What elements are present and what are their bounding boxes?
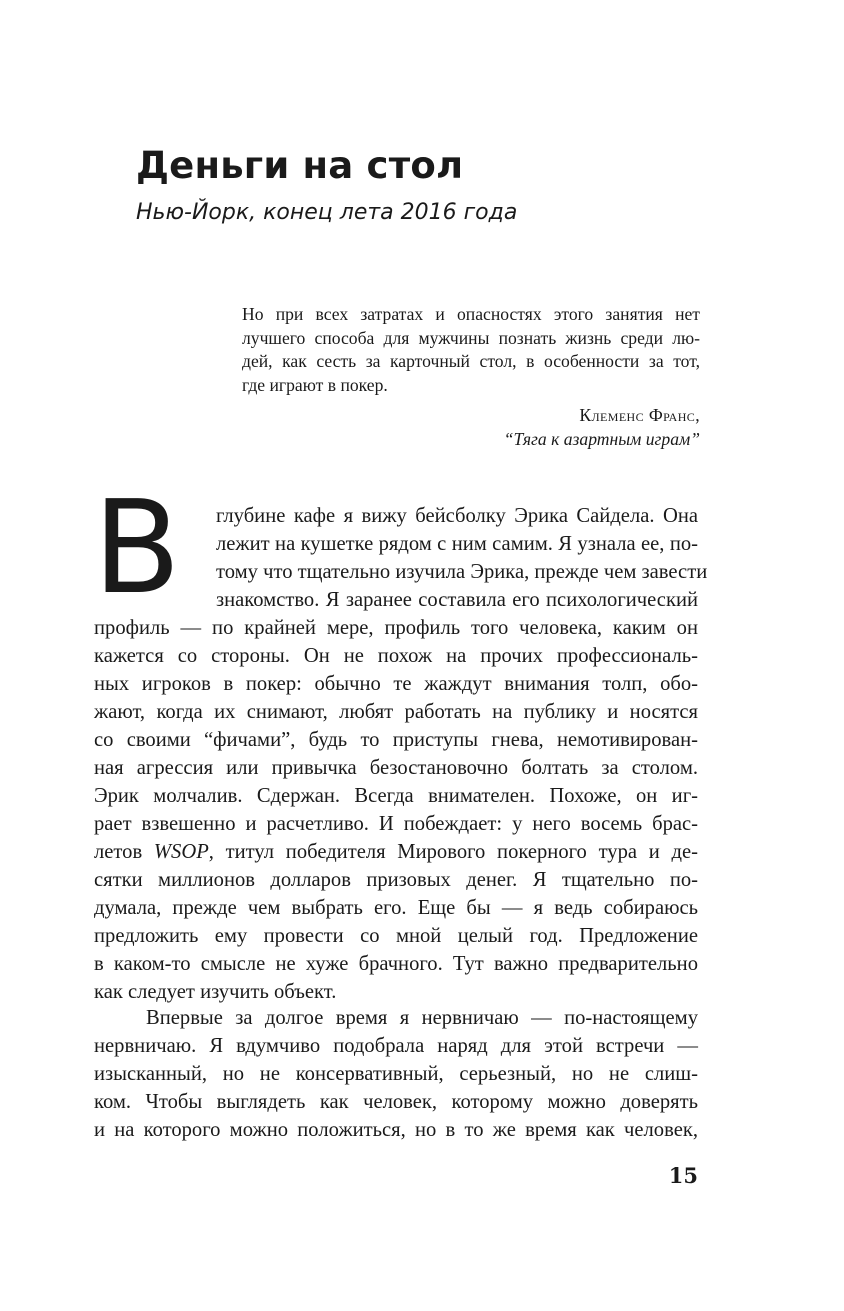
paragraph-line: глубине кафе я вижу бейсболку Эрика Сайдела. Она	[216, 505, 698, 527]
drop-cap: В	[93, 474, 181, 623]
chapter-title: Деньги на стол	[136, 144, 464, 187]
page-number: 15	[668, 1163, 698, 1188]
paragraph-line: сятки миллионов долларов призовых денег. Я тщательно по-	[94, 869, 698, 891]
paragraph-line: лежит на кушетке рядом с ним самим. Я узнала ее, по-	[216, 533, 698, 555]
paragraph-line: Эрик молчалив. Сдержан. Всегда внимателен. Похоже, он иг-	[94, 785, 698, 807]
epigraph-line: дей, как сесть за карточный стол, в особенности за тот,	[242, 351, 700, 371]
paragraph-line: летов WSOP, титул победителя Мирового покерного тура и де-	[94, 841, 698, 863]
epigraph-author: Клеменс Франс,	[579, 405, 700, 425]
epigraph-source: “Тяга к азартным играм”	[503, 429, 700, 449]
paragraph-line: знакомство. Я заранее составила его психологический	[216, 589, 698, 611]
paragraph-line: изысканный, но не консервативный, серьезный, но не слиш-	[94, 1063, 698, 1085]
paragraph-line: кажется со стороны. Он не похож на прочих профессиональ-	[94, 645, 698, 667]
chapter-subtitle: Нью-Йорк, конец лета 2016 года	[136, 200, 518, 225]
paragraph-line: жают, когда их снимают, любят работать на публику и носятся	[94, 701, 698, 723]
paragraph-line: и на которого можно положиться, но в то же время как человек,	[94, 1119, 698, 1141]
paragraph-line: ных игроков в покер: обычно те жаждут внимания толп, обо-	[94, 673, 698, 695]
epigraph-line: лучшего способа для мужчины познать жизнь среди лю-	[242, 327, 700, 348]
epigraph-attribution	[400, 403, 700, 451]
paragraph-line: в каком-то смысле не хуже брачного. Тут важно предварительно	[94, 953, 698, 975]
paragraph-line: предложить ему провести со мной целый год. Предложение	[94, 925, 698, 947]
paragraph-line: рает взвешенно и расчетливо. И побеждает: у него восемь брас-	[94, 813, 698, 835]
paragraph-line: ная агрессия или привычка безостановочно болтать за столом.	[94, 757, 698, 779]
paragraph-line: со своими “фичами”, будь то приступы гнева, немотивирован-	[94, 729, 698, 751]
epigraph	[242, 303, 700, 397]
epigraph-line: где играют в покер.	[242, 374, 388, 395]
paragraph-line: Впервые за долгое время я нервничаю — по-настоящему	[146, 1007, 698, 1029]
paragraph-line: как следует изучить объект.	[94, 981, 337, 1003]
paragraph-line: ком. Чтобы выглядеть как человек, которому можно доверять	[94, 1091, 698, 1113]
paragraph-line: тому что тщательно изучила Эрика, прежде чем завести	[216, 561, 708, 583]
epigraph-line: Но при всех затратах и опасностях этого занятия нет	[242, 304, 700, 324]
paragraph-line: профиль — по крайней мере, профиль того человека, каким он	[94, 617, 698, 639]
paragraph-line: думала, прежде чем выбрать его. Еще бы — я ведь собираюсь	[94, 897, 698, 919]
paragraph-line: нервничаю. Я вдумчиво подобрала наряд для этой встречи —	[94, 1035, 698, 1057]
wsop-abbreviation: WSOP	[153, 841, 209, 863]
